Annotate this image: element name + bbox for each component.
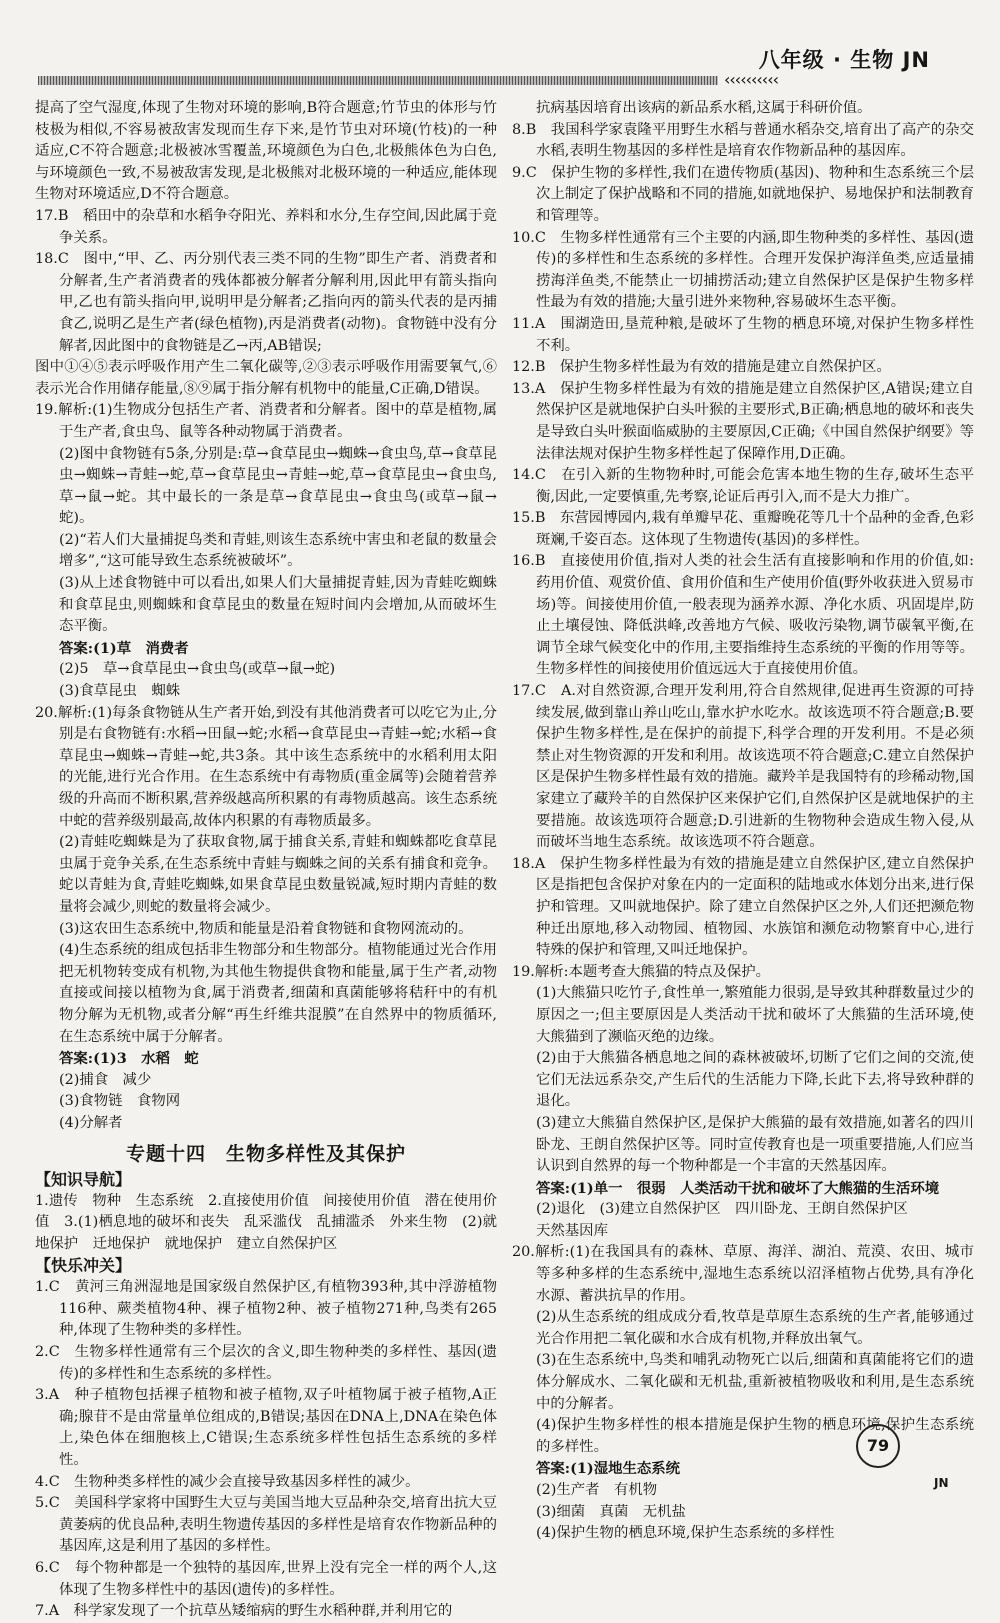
answer-18: 18.C 图中,“甲、乙、丙分别代表三类不同的生物”即生产者、消费者和分解者,生产者消费者的残体都被分解者分解利用,因此甲有箭头指向甲,乙也有箭头指向甲,说明甲是分解者;乙指向丙的箭头代表的是丙捕食乙,说明乙是生产者(绿色植物),丙是消费者(动物)。食物链中没有分解者,因此图中的食物链是乙→丙,AB错误; (35, 251, 497, 354)
header-title: 八年级 · 生物 JN (758, 48, 930, 72)
knowledge-nav-heading: 【知识导航】 (35, 1169, 132, 1189)
answer-19-analysis: 19.解析:(1)生物成分包括生产者、消费者和分解者。图中的草是植物,属于生产者,食虫鸟、鼠等各种动物属于消费者。 (35, 402, 497, 440)
challenge-answer-3: 3.A 种子植物包括裸子植物和被子植物,双子叶植物属于被子植物,A正确;腺苷不是由常量单位组成的,B错误;基因在DNA上,DNA在染色体上,染色体在细胞核上,C错误;生态系统多样性包括生态系统的多样性。 (35, 1387, 497, 1469)
challenge-answer-18: 18.A 保护生物多样性最为有效的措施是建立自然保护区,建立自然保护区是指把包含保护对象在内的一定面积的陆地或水体划分出来,进行保护和管理。又叫就地保护。除了建立自然保护区之外,人们还把濒危物种迁出原地,移入动物园、植物园、水族馆和濒危动物繁育中心,进行特殊的保护和管理,又叫迁地保护。 (512, 855, 974, 959)
answer-19-part-2b: (2)“若人们大量捕捉鸟类和青蛙,则该生态系统中害虫和老鼠的数量会增多”,“这可能导致生态系统被破坏”。 (59, 531, 497, 570)
challenge-answer-20-key-2: (2)生产者 有机物 (536, 1482, 658, 1498)
challenge-answer-13: 13.A 保护生物多样性最为有效的措施是建立自然保护区,A错误;建立自然保护区是就地保护白头叶猴的主要形式,B正确;栖息地的破坏和丧失是导致白头叶猴面临威胁的主要原因,C正确;《中国自然保护纲要》等法律法规对保护生物多样性起了保障作用,D正确。 (512, 380, 974, 462)
answer-20-part-3: (3)这农田生态系统中,物质和能量是沿着食物链和食物网流动的。 (59, 920, 473, 937)
answer-20-key-4: (4)分解者 (59, 1114, 123, 1131)
page-code: JN (934, 1476, 949, 1490)
answer-20-part-4: (4)生态系统的组成包括非生物部分和生物部分。植物能通过光合作用把无机物转变成有机物,为其他生物提供食物和能量,属于生产者,动物直接或间接以植物为食,属于消费者,细菌和真菌能够将秸秆中的有机物分解为无机物,或者分解“再生纤维共混膜”在自然界中的物质循环,在生态系统中属于分解者。 (59, 942, 497, 1045)
answer-20-key-2: (2)捕食 减少 (59, 1071, 152, 1088)
answer-20-part-2: (2)青蛙吃蜘蛛是为了获取食物,属于捕食关系,青蛙和蜘蛛都吃食草昆虫属于竞争关系,在生态系统中青蛙与蜘蛛之间的关系有捕食和竞争。蛇以青蛙为食,青蛙吃蜘蛛,如果食草昆虫数量锐减,短时期内青蛙的数量将会减少,则蛇的数量将会减少。 (59, 834, 497, 915)
header-arrows: ‹‹‹‹‹‹‹‹‹‹ (724, 70, 778, 89)
happy-challenge-heading: 【快乐冲关】 (35, 1256, 132, 1276)
challenge-answer-10: 10.C 生物多样性通常有三个主要的内涵,即生物种类的多样性、基因(遗传)的多样性和生态系统的多样性。合理开发保护海洋鱼类,应适量捕捞海洋鱼类,不能禁止一切捕捞活动;建立自然保护区是保护生物多样性最为有效的措施;大量引进外来物种,容易破坏生态平衡。 (512, 229, 974, 311)
challenge-answer-20-key-4: (4)保护生物的栖息环境,保护生态系统的多样性 (536, 1525, 835, 1542)
right-column (512, 98, 974, 1545)
challenge-answer-4: 4.C 生物种类多样性的减少会直接导致基因多样性的减少。 (35, 1473, 420, 1490)
challenge-answer-20-part-4: (4)保护生物多样性的根本措施是保护生物的栖息环境,保护生态系统的多样性。 (536, 1417, 974, 1455)
answer-20-key-3: (3)食物链 食物网 (59, 1093, 181, 1110)
answer-17: 17.B 稻田中的杂草和水稻争夺阳光、养料和水分,生存空间,因此属于竞争关系。 (35, 207, 497, 246)
answer-20-analysis: 20.解析:(1)每条食物链从生产者开始,到没有其他消费者可以吃它为止,分别是右食物链有:水稻→田鼠→蛇;水稻→食草昆虫→青蛙→蛇;水稻→食草昆虫→蜘蛛→青蛙→蛇,共3条。其中该生态系统中的水稻利用太阳的光能,进行光合作用。在生态系统中有毒物质(重金属等)会随着营养级的升高而不断积累,营养级越高所积累的有毒物质越高。该生态系统中蛇的营养级别最高,故体内积累的有毒物质最多。 (35, 704, 497, 829)
page-number: 79 (856, 1424, 900, 1468)
challenge-answer-11: 11.A 围湖造田,垦荒种粮,是破坏了生物的栖息环境,对保护生物多样性不利。 (512, 315, 974, 354)
challenge-answer-19-key: 答案:(1)单一 很弱 人类活动干扰和破坏了大熊猫的生活环境 (536, 1179, 940, 1197)
challenge-answer-16: 16.B 直接使用价值,指对人类的社会生活有直接影响和作用的价值,如:药用价值、观赏价值、食用价值和生产使用价值(野外收获进入贸易市场)等。间接使用价值,一般表现为涵养水源、净化水质、巩固堤岸,防止土壤侵蚀、降低洪峰,改善地方气候、吸收污染物,调节碳氧平衡,在调节全球气候变化中的作用,主要指维持生态系统的平衡的作用等等。生物多样性的间接使用价值远远大于直接使用价值。 (512, 553, 974, 678)
challenge-answer-19-key-3: 天然基因库 (536, 1222, 608, 1239)
challenge-answer-15: 15.B 东营园博园内,栽有单瓣早花、重瓣晚花等几十个品种的金香,色彩斑斓,千姿百态。这体现了生物遗传(基因)的多样性。 (512, 510, 974, 548)
answer-19-key-3: (3)食草昆虫 蜘蛛 (59, 683, 181, 700)
challenge-answer-1: 1.C 黄河三角洲湿地是国家级自然保护区,有植物393种,其中浮游植物116种、蕨类植物4种、裸子植物2种、被子植物271种,鸟类有265种,体现了生物种类的多样性。 (35, 1279, 497, 1339)
challenge-answer-6: 6.C 每个物种都是一个独特的基因库,世界上没有完全一样的两个人,这体现了生物多样性中的基因(遗传)的多样性。 (35, 1560, 497, 1598)
challenge-answer-9: 9.C 保护生物的多样性,我们在遗传物质(基因)、物种和生态系统三个层次上制定了保护战略和不同的措施,如就地保护、易地保护和法制教育和管理等。 (512, 164, 974, 224)
knowledge-nav-text: 1.遗传 物种 生态系统 2.直接使用价值 间接使用价值 潜在使用价值 3.(1)栖息地的破坏和丧失 乱采滥伐 乱捕滥杀 外来生物 (2)就地保护 迁地保护 就地保护 建立自然保护区 (35, 1192, 497, 1252)
answer-19-part-2: (2)图中食物链有5条,分别是:草→食草昆虫→蜘蛛→食虫鸟,草→食草昆虫→蜘蛛→青蛙→蛇,草→食草昆虫→青蛙→蛇,草→食草昆虫→食虫鸟,草→鼠→蛇。其中最长的一条是草→食草昆虫→食虫鸟(或草→鼠→蛇)。 (59, 445, 497, 527)
challenge-answer-20-part-2: (2)从生态系统的组成成分看,牧草是草原生态系统的生产者,能够通过光合作用把二氧化碳和水合成有机物,并释放出氧气。 (536, 1309, 974, 1347)
challenge-answer-19-analysis: 19.解析:本题考查大熊猫的特点及保护。 (512, 963, 770, 980)
challenge-answer-12: 12.B 保护生物多样性最为有效的措施是建立自然保护区。 (512, 359, 891, 376)
challenge-answer-19-part-3: (3)建立大熊猫自然保护区,是保护大熊猫的最有效措施,如著名的四川卧龙、王朗自然保护区等。同时宣传教育也是一项重要措施,人们应当认识到自然界的每一个物种都是一个丰富的天然基因库。 (536, 1114, 974, 1175)
challenge-answer-20-analysis: 20.解析:(1)在我国具有的森林、草原、海洋、湖泊、荒漠、农田、城市等多种多样的生态系统中,湿地生态系统以沼泽植物占优势,具有净化水源、蓄洪抗旱的作用。 (512, 1244, 974, 1304)
challenge-answer-19-key-2: (2)退化 (3)建立自然保护区 四川卧龙、王朗自然保护区 (536, 1201, 908, 1218)
answer-19-part-3: (3)从上述食物链中可以看出,如果人们大量捕捉青蛙,因为青蛙吃蜘蛛和食草昆虫,则蜘蛛和食草昆虫的数量在短时间内会增加,从而破坏生态平衡。 (59, 575, 497, 635)
section-title: 专题十四 生物多样性及其保护 (125, 1142, 406, 1165)
challenge-answer-20-key: 答案:(1)湿地生态系统 (536, 1460, 681, 1478)
header-rule (38, 76, 718, 85)
challenge-answer-20-key-3: (3)细菌 真菌 无机盐 (536, 1503, 686, 1520)
answer-20-key: 答案:(1)3 水稻 蛇 (59, 1050, 199, 1068)
challenge-answer-19-part-1: (1)大熊猫只吃竹子,食性单一,繁殖能力很弱,是导致其种群数量过少的原因之一;但主要原因是人类活动干扰和破坏了大熊猫的生活环境,使大熊猫到了濒临灭绝的边缘。 (536, 985, 974, 1045)
challenge-answer-2: 2.C 生物多样性通常有三个层次的含义,即生物种类的多样性、基因(遗传)的多样性和生态系统的多样性。 (35, 1344, 497, 1382)
page-header (30, 44, 970, 90)
challenge-answer-8: 8.B 我国科学家袁隆平用野生水稻与普通水稻杂交,培育出了高产的杂交水稻,表明生物基因的多样性是培育农作物新品种的基因库。 (512, 121, 974, 160)
challenge-answer-17: 17.C A.对自然资源,合理开发利用,符合自然规律,促进再生资源的可持续发展,做到靠山养山吃山,靠水护水吃水。故该选项不符合题意;B.要保护生物多样性,是在保护的前提下,科学合理的开发利用。不是必须禁止对生物资源的开发和利用。故该选项不符合题意;C.建立自然保护区是保护生物多样性最有效的措施。藏羚羊是我国特有的珍稀动物,国家建立了藏羚羊的自然保护区来保护它们,自然保护区是就地保护的主要措施。故该选项符合题意;D.引进新的生物物种会造成生物入侵,从而破坏当地生态系统。故该选项不符合题意。 (512, 683, 974, 851)
challenge-answer-19-part-2: (2)由于大熊猫各栖息地之间的森林被破坏,切断了它们之间的交流,使它们无法远系杂交,产生后代的生活能力下降,长此下去,将导致种群的退化。 (536, 1050, 974, 1110)
challenge-answer-7: 7.A 科学家发现了一个抗草丛矮缩病的野生水稻种群,并利用它的 (35, 1603, 453, 1620)
challenge-answer-20-part-3: (3)在生态系统中,鸟类和哺乳动物死亡以后,细菌和真菌能将它们的遗体分解成水、二氧化碳和无机盐,重新被植物吸收和利用,是生态系统中的分解者。 (536, 1352, 974, 1412)
challenge-answer-14: 14.C 在引入新的生物物种时,可能会危害本地生物的生存,破坏生态平衡,因此,一定要慎重,先考察,论证后再引入,而不是大力推广。 (512, 467, 974, 505)
answer-16-continued: 提高了空气湿度,体现了生物对环境的影响,B符合题意;竹节虫的体形与竹枝极为相似,不容易被敌害发现而生存下来,是竹节虫对环境(竹枝)的一种适应,C不符合题意;北极被冰雪覆盖,环境颜色为白色,北极熊体色为白色,与环境颜色一致,不易被敌害发现,是北极熊对北极环境的一种适应,能体现生物对环境适应,D不符合题意。 (35, 100, 497, 203)
answer-18-detail: 图中①④⑤表示呼吸作用产生二氧化碳等,②③表示呼吸作用需要氧气,⑥表示光合作用储存能量,⑧⑨属于指分解有机物中的能量,C正确,D错误。 (35, 359, 497, 397)
answer-19-key-2: (2)5 草→食草昆虫→食虫鸟(或草→鼠→蛇) (59, 661, 336, 678)
left-column (35, 98, 497, 1623)
challenge-answer-5: 5.C 美国科学家将中国野生大豆与美国当地大豆品种杂交,培育出抗大豆黄萎病的优良品种,表明生物遗传基因的多样性是培育农作物新品种的基因库,这是利用了基因的多样性。 (35, 1495, 497, 1555)
answer-19-key: 答案:(1)草 消费者 (59, 639, 189, 657)
challenge-answer-7-continued: 抗病基因培育出该病的新品系水稻,这属于科研价值。 (536, 100, 872, 116)
